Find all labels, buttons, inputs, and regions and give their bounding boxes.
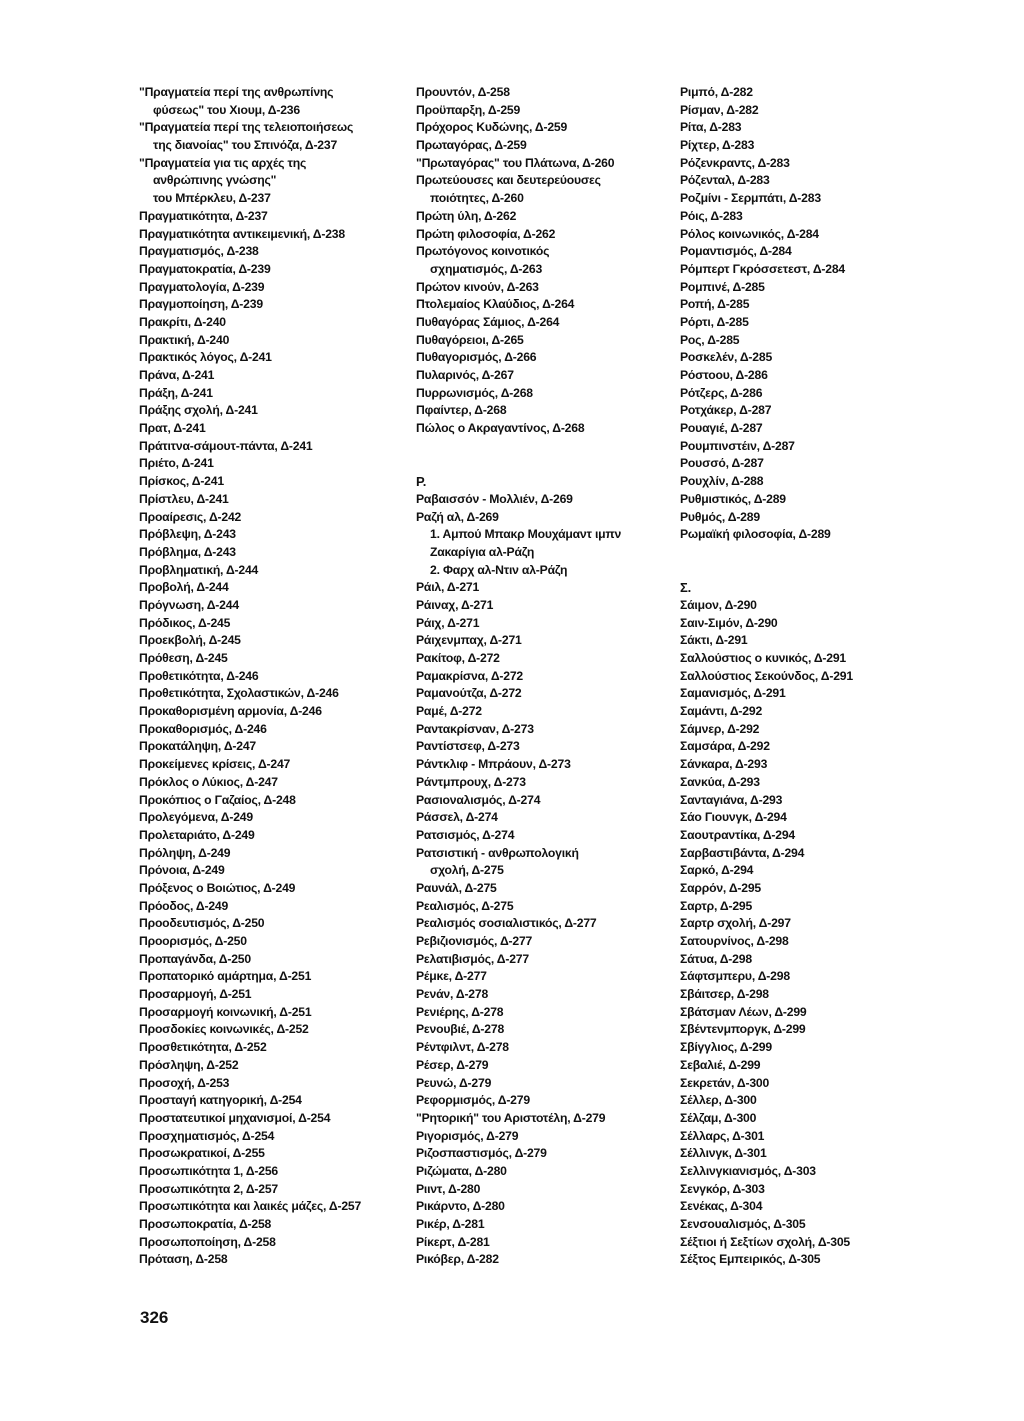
index-entry: Ράιναχ, Δ-271 xyxy=(416,597,494,612)
index-entry: Σάνκαρα, Δ-293 xyxy=(680,757,768,772)
index-entry: Ρικέρ, Δ-281 xyxy=(416,1217,485,1231)
index-entry: Πυλαρινός, Δ-267 xyxy=(416,368,514,382)
index-entry: Σέξτος Εμπειρικός, Δ-305 xyxy=(680,1252,821,1267)
index-entry: Σενγκόρ, Δ-303 xyxy=(680,1181,765,1196)
index-entry: Ρικόβερ, Δ-282 xyxy=(416,1252,499,1267)
index-entry: ανθρώπινης γνώσης" xyxy=(153,173,277,188)
index-entry: Ριμπό, Δ-282 xyxy=(680,85,753,99)
index-entry: Προκείμενες κρίσεις, Δ-247 xyxy=(139,757,291,772)
index-entry: Προεκβολή, Δ-245 xyxy=(139,633,241,648)
index-entry: Προοδευτισμός, Δ-250 xyxy=(139,916,265,931)
index-entry: Πρωταγόρας, Δ-259 xyxy=(416,138,527,153)
index-entry: Ρέμκε, Δ-277 xyxy=(416,969,487,984)
index-entry: Ρευνώ, Δ-279 xyxy=(416,1075,492,1090)
index-entry: Ραντακρίσναν, Δ-273 xyxy=(416,721,534,736)
index-entry: Σαουτραντίκα, Δ-294 xyxy=(680,827,795,842)
index-entry: Σάμνερ, Δ-292 xyxy=(680,721,760,736)
index-entry: Προπατορικό αμάρτημα, Δ-251 xyxy=(139,969,312,984)
index-entry: του Μπέρκλευ, Δ-237 xyxy=(153,191,271,206)
index-entry: Ριιντ, Δ-280 xyxy=(416,1181,481,1196)
index-entry: Σάιμον, Δ-290 xyxy=(680,597,757,612)
index-entry: Προσταγή κατηγορική, Δ-254 xyxy=(139,1093,302,1108)
index-entry: Ρόρτι, Δ-285 xyxy=(680,314,749,329)
index-entry: Πρώτη φιλοσοφία, Δ-262 xyxy=(416,226,556,241)
index-entry: Σάτυα, Δ-298 xyxy=(680,951,752,966)
spacer xyxy=(416,455,674,473)
index-entry: Ρεαλισμός, Δ-275 xyxy=(416,898,514,913)
index-entry: Ρεβιζιονισμός, Δ-277 xyxy=(416,934,533,948)
index-entry: Ρατσιστική - ανθρωπολογική xyxy=(416,845,579,860)
index-entry: Σεβαλιέ, Δ-299 xyxy=(680,1057,761,1072)
index-entry: Πρόβλημα, Δ-243 xyxy=(139,544,236,559)
index-entry: Ρενιέρης, Δ-278 xyxy=(416,1004,504,1019)
index-entry: Προκατάληψη, Δ-247 xyxy=(139,739,256,754)
index-entry: Πρίστλευ, Δ-241 xyxy=(139,491,229,506)
index-entry: Πρόξενος ο Βοιώτιος, Δ-249 xyxy=(139,880,296,895)
index-entry: Προθετικότητα, Δ-246 xyxy=(139,668,259,683)
index-entry: Προσαρμογή, Δ-251 xyxy=(139,987,252,1002)
index-entry: Ρακίτοφ, Δ-272 xyxy=(416,651,500,665)
index-entry: Σέλλαρς, Δ-301 xyxy=(680,1128,765,1143)
index-entry: Ρόμπερτ Γκρόσσετεστ, Δ-284 xyxy=(680,261,846,276)
index-entry: Προπαγάνδα, Δ-250 xyxy=(139,951,251,966)
index-entry: ποιότητες, Δ-260 xyxy=(430,191,524,206)
index-entry: Πρόθεση, Δ-245 xyxy=(139,651,228,665)
index-entry: Ρόις, Δ-283 xyxy=(680,208,743,223)
index-entry: Προβολή, Δ-244 xyxy=(139,580,229,595)
index-entry: Σενσουαλισμός, Δ-305 xyxy=(680,1217,806,1231)
index-entry: Πριέτο, Δ-241 xyxy=(139,456,214,471)
index-entry: Ρενάν, Δ-278 xyxy=(416,987,489,1002)
index-entry: Πραγμοποίηση, Δ-239 xyxy=(139,297,263,312)
index-entry: Ρασιοναλισμός, Δ-274 xyxy=(416,792,541,807)
index-entry: Πρόγνωση, Δ-244 xyxy=(139,597,239,612)
index-entry: Σαμσάρα, Δ-292 xyxy=(680,739,770,754)
index-entry: Ριγορισμός, Δ-279 xyxy=(416,1128,519,1143)
index-entry: Προσωπικότητα 1, Δ-256 xyxy=(139,1163,279,1178)
index-entry: Σαρτρ, Δ-295 xyxy=(680,898,753,913)
index-entry: Σαιν-Σιμόν, Δ-290 xyxy=(680,615,778,630)
index-entry: Ρελατιβισμός, Δ-277 xyxy=(416,951,529,966)
index-entry: Προλεταριάτο, Δ-249 xyxy=(139,827,255,842)
index-entry: Προσδοκίες κοινωνικές, Δ-252 xyxy=(139,1022,309,1037)
index-entry: Σαλλούστιος Σεκούνδος, Δ-291 xyxy=(680,668,853,683)
index-entry: Ρεαλισμός σοσιαλιστικός, Δ-277 xyxy=(416,916,597,931)
index-entry: Σέλζαμ, Δ-300 xyxy=(680,1110,757,1125)
index-entry: Πραγματοκρατία, Δ-239 xyxy=(139,261,271,276)
index-entry: σχολή, Δ-275 xyxy=(430,863,504,878)
index-entry: Προκαθορισμός, Δ-246 xyxy=(139,721,267,736)
index-entry: Προλεγόμενα, Δ-249 xyxy=(139,810,253,825)
index-entry: Ρικάρντο, Δ-280 xyxy=(416,1199,505,1214)
index-entry: Σαρρόν, Δ-295 xyxy=(680,880,761,895)
index-entry: Ράιχενμπαχ, Δ-271 xyxy=(416,633,522,648)
index-entry: Πυθαγόρειοι, Δ-265 xyxy=(416,332,524,347)
index-entry: Ροσκελέν, Δ-285 xyxy=(680,350,773,365)
index-entry: Ρίσμαν, Δ-282 xyxy=(680,102,759,117)
index-entry: Σαρβαστιβάντα, Δ-294 xyxy=(680,845,805,860)
index-column-2 xyxy=(416,84,674,1269)
index-entry: φύσεως" του Χιουμ, Δ-236 xyxy=(153,102,300,117)
index-entry: Ριζώματα, Δ-280 xyxy=(416,1163,507,1178)
index-entry: Ρομπινέ, Δ-285 xyxy=(680,279,765,294)
index-entry: Σέλλερ, Δ-300 xyxy=(680,1093,757,1108)
index-entry: Ράιλ, Δ-271 xyxy=(416,580,480,595)
index-entry: Σατουρνίνος, Δ-298 xyxy=(680,934,789,948)
index-entry: Ράντμπρουχ, Δ-273 xyxy=(416,774,526,789)
index-entry: Πρόνοια, Δ-249 xyxy=(139,863,225,878)
index-entry: Σέξτιοι ή Σεξτίων σχολή, Δ-305 xyxy=(680,1234,850,1249)
index-entry: Προσωκρατικοί, Δ-255 xyxy=(139,1146,265,1161)
index-entry: Προσωποποίηση, Δ-258 xyxy=(139,1234,276,1249)
index-entry: Προσαρμογή κοινωνική, Δ-251 xyxy=(139,1004,312,1019)
index-entry: Πράξης σχολή, Δ-241 xyxy=(139,403,258,418)
section-letter-heading: Ρ. xyxy=(416,474,427,490)
spacer xyxy=(680,562,925,580)
spacer xyxy=(416,438,674,456)
index-entry: Ρυθμός, Δ-289 xyxy=(680,509,760,524)
index-entry: Πρακτική, Δ-240 xyxy=(139,332,230,347)
index-entry: Πρόβλεψη, Δ-243 xyxy=(139,527,236,542)
index-entry: Ροζμίνι - Σερμπάτι, Δ-283 xyxy=(680,191,821,206)
index-entry: Σβάτσμαν Λέων, Δ-299 xyxy=(680,1004,807,1019)
index-entry: Προσοχή, Δ-253 xyxy=(139,1075,230,1090)
index-entry: Σενέκας, Δ-304 xyxy=(680,1199,763,1214)
index-entry: Σαμάντι, Δ-292 xyxy=(680,704,763,719)
index-entry: Ροτχάκερ, Δ-287 xyxy=(680,403,772,418)
index-entry: Ρουμπινστέιν, Δ-287 xyxy=(680,438,795,453)
index-entry: Ραμανούτζα, Δ-272 xyxy=(416,686,522,701)
index-entry: Ρενουβιέ, Δ-278 xyxy=(416,1022,505,1037)
index-entry: Πρωτεύουσες και δευτερεύουσες xyxy=(416,173,601,188)
index-entry: Πυθαγόρας Σάμιος, Δ-264 xyxy=(416,314,560,329)
index-column-1 xyxy=(139,84,409,1269)
index-entry: Πρόταση, Δ-258 xyxy=(139,1252,228,1267)
index-entry: Πρόσληψη, Δ-252 xyxy=(139,1057,239,1072)
index-entry: σχηματισμός, Δ-263 xyxy=(430,261,543,276)
index-entry: Πρώτον κινούν, Δ-263 xyxy=(416,279,539,294)
index-entry: Ρος, Δ-285 xyxy=(680,332,740,347)
index-entry: Πραγματολογία, Δ-239 xyxy=(139,279,265,294)
index-entry: Προϋπαρξη, Δ-259 xyxy=(416,102,521,117)
index-entry: Ρόλος κοινωνικός, Δ-284 xyxy=(680,226,819,241)
index-entry: της διανοίας" του Σπινόζα, Δ-237 xyxy=(153,138,338,153)
index-entry: Σάο Γιουνγκ, Δ-294 xyxy=(680,810,787,825)
index-entry: Σβέντενμποργκ, Δ-299 xyxy=(680,1022,806,1037)
index-entry: Προσωπικότητα 2, Δ-257 xyxy=(139,1181,279,1196)
index-entry: Σβίγγλιος, Δ-299 xyxy=(680,1040,772,1055)
index-entry: Πρώτη ύλη, Δ-262 xyxy=(416,208,517,223)
index-entry: Ροπή, Δ-285 xyxy=(680,297,750,312)
index-entry: Πρόδικος, Δ-245 xyxy=(139,615,231,630)
index-entry: Σανκύα, Δ-293 xyxy=(680,774,760,789)
index-entry: Πυθαγορισμός, Δ-266 xyxy=(416,350,537,365)
index-entry: "Πρωταγόρας" του Πλάτωνα, Δ-260 xyxy=(416,155,615,170)
index-entry: Προβληματική, Δ-244 xyxy=(139,562,259,577)
index-entry: Πυρρωνισμός, Δ-268 xyxy=(416,385,533,400)
index-entry: Πραγματικότητα αντικειμενική, Δ-238 xyxy=(139,226,345,241)
index-entry: Ρίκερτ, Δ-281 xyxy=(416,1234,490,1249)
index-entry: Πρακτικός λόγος, Δ-241 xyxy=(139,350,272,365)
index-entry: Πρακρίτι, Δ-240 xyxy=(139,314,226,329)
index-entry: 2. Φαρχ αλ-Ντιν αλ-Ράζη xyxy=(430,562,568,577)
index-entry: Ρουαγιέ, Δ-287 xyxy=(680,421,763,436)
index-entry: Σάκτι, Δ-291 xyxy=(680,633,748,648)
index-entry: Σελλινγκιανισμός, Δ-303 xyxy=(680,1163,816,1178)
index-entry: Πρίσκος, Δ-241 xyxy=(139,474,224,489)
section-letter-heading: Σ. xyxy=(680,580,692,596)
index-entry: Σαμανισμός, Δ-291 xyxy=(680,686,786,701)
index-entry: Πράνα, Δ-241 xyxy=(139,368,215,382)
index-entry: Ρουχλίν, Δ-288 xyxy=(680,474,764,489)
index-entry: Σανταγιάνα, Δ-293 xyxy=(680,792,783,807)
index-entry: Σβάιτσερ, Δ-298 xyxy=(680,987,769,1002)
index-entry: Προυντόν, Δ-258 xyxy=(416,85,510,99)
index-entry: Πράξη, Δ-241 xyxy=(139,385,213,400)
index-entry: Ρατσισμός, Δ-274 xyxy=(416,827,515,842)
index-entry: Ρεφορμισμός, Δ-279 xyxy=(416,1093,530,1108)
index-entry: Προσωποκρατία, Δ-258 xyxy=(139,1217,272,1231)
index-entry: Προστατευτικοί μηχανισμοί, Δ-254 xyxy=(139,1110,331,1125)
index-entry: Προκαθορισμένη αρμονία, Δ-246 xyxy=(139,704,322,719)
index-entry: Σαρκό, Δ-294 xyxy=(680,863,754,878)
index-entry: Ραντίστσεφ, Δ-273 xyxy=(416,739,520,754)
index-entry: Πρόληψη, Δ-249 xyxy=(139,845,231,860)
index-entry: Ρόζενκραντς, Δ-283 xyxy=(680,155,790,170)
index-entry: Προσχηματισμός, Δ-254 xyxy=(139,1128,275,1143)
index-entry: Πρωτόγονος κοινοτικός xyxy=(416,244,550,259)
index-entry: Προθετικότητα, Σχολαστικών, Δ-246 xyxy=(139,686,339,701)
index-entry: Ρέσερ, Δ-279 xyxy=(416,1057,489,1072)
spacer xyxy=(680,544,925,562)
index-entry: Ρόστοου, Δ-286 xyxy=(680,368,768,382)
index-entry: Σαλλούστιος ο κυνικός, Δ-291 xyxy=(680,651,847,665)
index-entry: Ρίχτερ, Δ-283 xyxy=(680,138,755,153)
index-entry: Ρόζενταλ, Δ-283 xyxy=(680,173,770,188)
index-entry: Σαρτρ σχολή, Δ-297 xyxy=(680,916,791,931)
index-entry: "Πραγματεία για τις αρχές της xyxy=(139,155,307,170)
index-entry: Ρυθμιστικός, Δ-289 xyxy=(680,491,786,506)
index-entry: "Ρητορική" του Αριστοτέλη, Δ-279 xyxy=(416,1110,606,1125)
index-entry: Πφαίντερ, Δ-268 xyxy=(416,403,507,418)
index-entry: Ρουσσό, Δ-287 xyxy=(680,456,764,471)
index-entry: "Πραγματεία περί της ανθρωπίνης xyxy=(139,85,334,99)
index-entry: Προκόπιος ο Γαζαίος, Δ-248 xyxy=(139,792,296,807)
index-entry: Πραγματικότητα, Δ-237 xyxy=(139,208,268,223)
index-entry: Προαίρεσις, Δ-242 xyxy=(139,509,242,524)
index-entry: Ζακαρίγια αλ-Ράζη xyxy=(430,544,535,559)
index-entry: Πραγματισμός, Δ-238 xyxy=(139,244,259,259)
index-entry: Πρόχορος Κυδώνης, Δ-259 xyxy=(416,120,568,135)
index-entry: Πρατ, Δ-241 xyxy=(139,421,206,436)
index-entry: Πράτιτνα-σάμουτ-πάντα, Δ-241 xyxy=(139,438,313,453)
index-entry: Προσωπικότητα και λαικές μάζες, Δ-257 xyxy=(139,1199,362,1214)
index-entry: Ραυνάλ, Δ-275 xyxy=(416,880,497,895)
index-entry: 1. Αμπού Μπακρ Μουχάμαντ ιμπν xyxy=(430,527,622,542)
page-number: 326 xyxy=(140,1308,169,1327)
index-entry: "Πραγματεία περί της τελειοποιήσεως xyxy=(139,120,354,135)
index-entry: Ριζοσπαστισμός, Δ-279 xyxy=(416,1146,547,1161)
index-entry: Ρωμαϊκή φιλοσοφία, Δ-289 xyxy=(680,527,831,542)
index-column-3 xyxy=(680,84,925,1269)
index-entry: Πρόοδος, Δ-249 xyxy=(139,898,229,913)
index-entry: Σεκρετάν, Δ-300 xyxy=(680,1075,770,1090)
index-entry: Ράιχ, Δ-271 xyxy=(416,615,480,630)
index-entry: Ράσσελ, Δ-274 xyxy=(416,810,498,825)
index-entry: Σάφτσμπερυ, Δ-298 xyxy=(680,969,790,984)
index-entry: Ραβαισσόν - Μολλιέν, Δ-269 xyxy=(416,491,573,506)
index-entry: Πτολεμαίος Κλαύδιος, Δ-264 xyxy=(416,297,575,312)
index-entry: Σέλλινγκ, Δ-301 xyxy=(680,1146,767,1161)
index-entry: Πώλος ο Ακραγαντίνος, Δ-268 xyxy=(416,421,585,436)
index-entry: Ρέντφιλντ, Δ-278 xyxy=(416,1040,509,1055)
index-entry: Ραζή αλ, Δ-269 xyxy=(416,509,499,524)
index-entry: Ράντκλιφ - Μπράουν, Δ-273 xyxy=(416,757,571,772)
index-entry: Ρίτα, Δ-283 xyxy=(680,120,742,135)
index-entry: Πρόκλος ο Λύκιος, Δ-247 xyxy=(139,774,278,789)
index-entry: Προσθετικότητα, Δ-252 xyxy=(139,1040,267,1055)
index-entry: Ρομαντισμός, Δ-284 xyxy=(680,244,792,259)
index-entry: Ραμακρίσνα, Δ-272 xyxy=(416,668,523,683)
index-entry: Ρότζερς, Δ-286 xyxy=(680,385,763,400)
index-entry: Προορισμός, Δ-250 xyxy=(139,934,247,948)
index-entry: Ραμέ, Δ-272 xyxy=(416,704,482,719)
